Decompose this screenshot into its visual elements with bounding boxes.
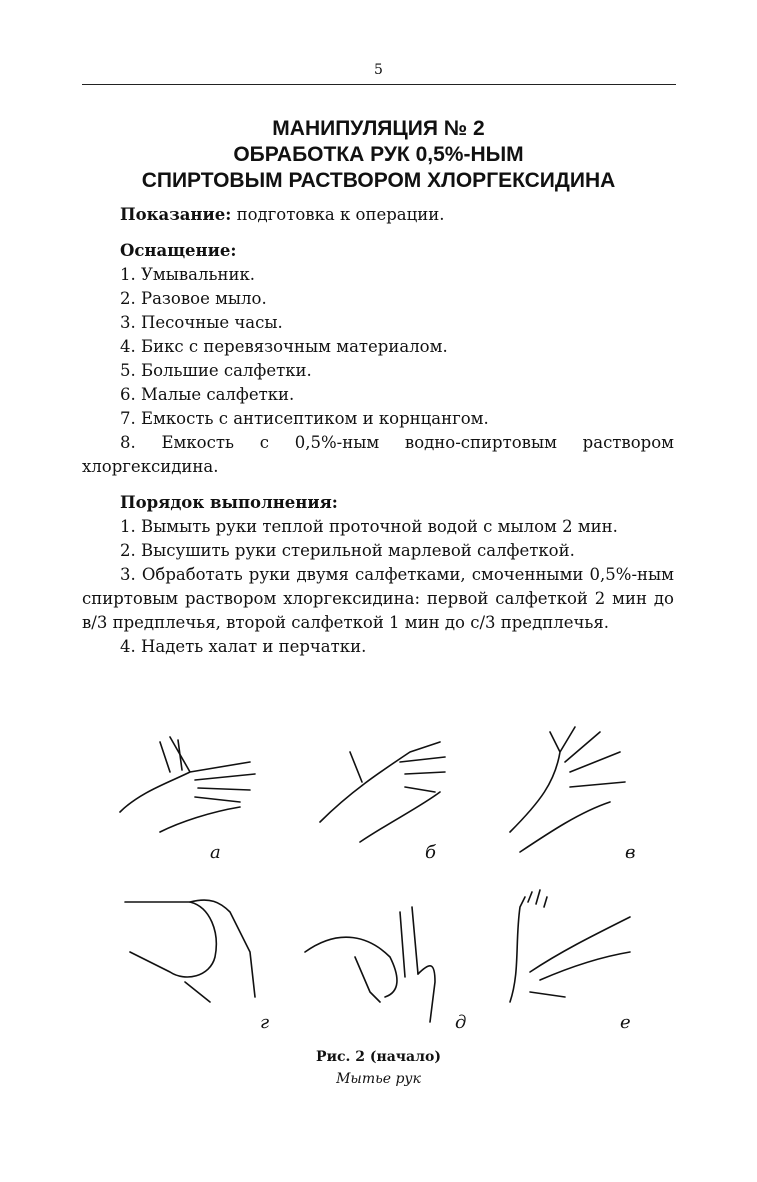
indication-label: Показание: — [120, 205, 232, 224]
procedure-step: 1. Вымыть руки теплой проточной водой с мылом 2 мин. — [120, 517, 618, 536]
equipment-item: 8. Емкость с 0,5%-ным водно-спиртовым раствором хлоргексидина. — [82, 433, 674, 476]
equipment-item: 2. Разовое мыло. — [120, 289, 267, 308]
hand-washing-figure — [100, 712, 680, 1052]
caption-subtitle: Мытье рук — [336, 1071, 421, 1087]
equipment-heading: Оснащение: — [120, 241, 237, 260]
indication — [82, 203, 674, 227]
equipment-item: 7. Емкость с антисептиком и корнцангом. — [120, 409, 489, 428]
figure-label-b: б — [425, 842, 436, 863]
hand-sketch-d — [125, 900, 255, 1002]
page-title — [60, 116, 697, 194]
figure-label-a: а — [210, 842, 221, 863]
hand-sketch-c — [510, 727, 625, 852]
equipment-item: 5. Большие салфетки. — [120, 361, 312, 380]
figure-label-f: е — [620, 1012, 631, 1033]
hand-sketch-e — [305, 907, 435, 1022]
hand-sketch-f — [510, 890, 630, 1002]
equipment-item: 1. Умывальник. — [120, 265, 256, 284]
figure-label-c: в — [625, 842, 636, 863]
figure-label-e: д — [455, 1012, 467, 1033]
caption-title: Рис. 2 (начало) — [316, 1049, 441, 1065]
procedure-step: 4. Надеть халат и перчатки. — [120, 637, 367, 656]
hand-illustrations — [100, 712, 680, 1042]
header-rule — [82, 84, 676, 85]
indication-text: подготовка к операции. — [231, 205, 445, 224]
equipment-item: 3. Песочные часы. — [120, 313, 283, 332]
figure-label-d: г — [260, 1012, 270, 1033]
page-number: 5 — [374, 62, 383, 78]
figure-caption — [0, 1046, 757, 1090]
equipment-item: 4. Бикс с перевязочным материалом. — [120, 337, 448, 356]
title-line-2: ОБРАБОТКА РУК 0,5%-НЫМ — [233, 143, 524, 166]
hand-sketch-b — [320, 742, 445, 842]
equipment-item: 6. Малые салфетки. — [120, 385, 295, 404]
procedure-step: 2. Высушить руки стерильной марлевой салфеткой. — [120, 541, 575, 560]
procedure-heading: Порядок выполнения: — [120, 493, 338, 512]
hand-sketch-a — [120, 737, 255, 832]
procedure-step: 3. Обработать руки двумя салфетками, смоченными 0,5%-ным спиртовым раствором хлоргексидина: первой салфеткой 2 мин до в/3 предплечья, второй салфеткой 1 мин до с/3 предплечья. — [82, 565, 674, 632]
title-line-3: СПИРТОВЫМ РАСТВОРОМ ХЛОРГЕКСИДИНА — [141, 169, 616, 192]
title-line-1: МАНИПУЛЯЦИЯ № 2 — [272, 117, 485, 140]
content — [82, 203, 674, 659]
